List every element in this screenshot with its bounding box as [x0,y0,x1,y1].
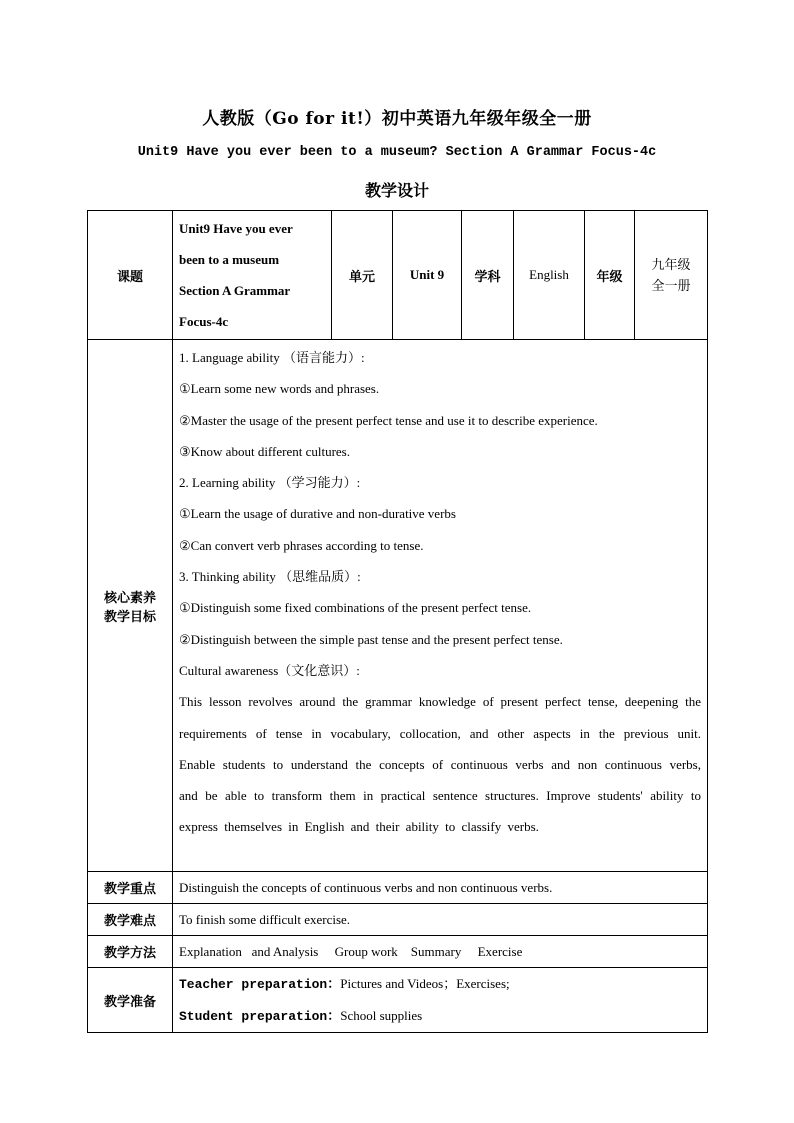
subject-label: 学科 [462,211,514,340]
teacher-preparation-line [179,968,701,1000]
unit-value: Unit 9 [393,211,462,340]
student-preparation-value: School supplies [340,1008,423,1023]
row-key-points [88,872,708,904]
document-subtitle: Unit9 Have you ever been to a museum? Section A Grammar Focus-4c [137,145,657,160]
goals-label-line: 教学目标 [103,608,156,624]
goal-line: ②Can convert verb phrases according to tense. [179,537,424,553]
methods-label: 教学方法 [88,936,173,968]
difficulties-value: To finish some difficult exercise. [173,904,708,936]
goals-content [173,340,708,872]
goal-line: ②Distinguish between the simple past tense and the present perfect tense. [179,631,563,647]
cultural-awareness-paragraph: This lesson revolves around the grammar knowledge of present perfect tense, deepening the requirements of tense in vocabulary, collocation, and other aspects in the previous unit. Enable students to understand the concepts of continuous verbs and non continuous verbs, and be able to transform them in practical sentence structures. Improve students' ability to express themselves in English and their ability to classify verbs. [179,694,701,835]
preparation-label: 教学准备 [88,968,173,1033]
goal-line: 3. Thinking ability （思维品质）: [179,569,361,585]
key-points-label: 教学重点 [88,872,173,904]
row-preparation [88,968,708,1033]
goal-line: ①Learn the usage of durative and non-durative verbs [179,506,456,522]
unit-label: 单元 [332,211,393,340]
grade-line: 九年级 [651,257,691,272]
topic-line: Focus-4c [179,314,229,329]
topic-line: been to a museum [179,252,280,267]
goal-line: 1. Language ability （语言能力）: [179,350,365,365]
goal-line: ①Distinguish some fixed combinations of the present perfect tense. [179,600,532,616]
goal-line: ①Learn some new words and phrases. [179,381,380,397]
row-goals [88,340,708,872]
document-heading: 教学设计 [364,181,429,200]
teacher-preparation-label: Teacher preparation： [179,977,341,992]
topic-value [173,211,332,340]
row-topic [88,211,708,340]
row-difficulties [88,904,708,936]
methods-value: Explanation and Analysis Group work Summary Exercise [173,936,708,968]
student-preparation-label: Student preparation： [179,1009,341,1024]
grade-line: 全一册 [651,278,691,293]
key-points-value: Distinguish the concepts of continuous verbs and non continuous verbs. [173,872,708,904]
goals-label [88,340,173,872]
subject-value: English [514,211,585,340]
row-methods [88,936,708,968]
difficulties-label: 教学难点 [88,904,173,936]
preparation-content [173,968,708,1033]
grade-value [635,211,708,340]
goal-line: ③Know about different cultures. [179,443,350,459]
topic-label: 课题 [88,211,173,340]
topic-line: Section A Grammar [179,283,291,298]
goals-label-line: 核心素养 [103,589,156,605]
grade-label: 年级 [585,211,635,340]
student-preparation-line [179,1000,701,1032]
lesson-plan-table [87,210,708,1033]
teacher-preparation-value: Pictures and Videos；Exercises; [340,976,510,991]
goal-line: ②Master the usage of the present perfect tense and use it to describe experience. [179,412,598,428]
document-title: 人教版（Go for it!）初中英语九年级年级全一册 [202,109,592,129]
topic-line: Unit9 Have you ever [179,221,293,236]
goal-line: Cultural awareness（文化意识）: [179,662,360,678]
goal-line: 2. Learning ability （学习能力）: [179,475,361,491]
